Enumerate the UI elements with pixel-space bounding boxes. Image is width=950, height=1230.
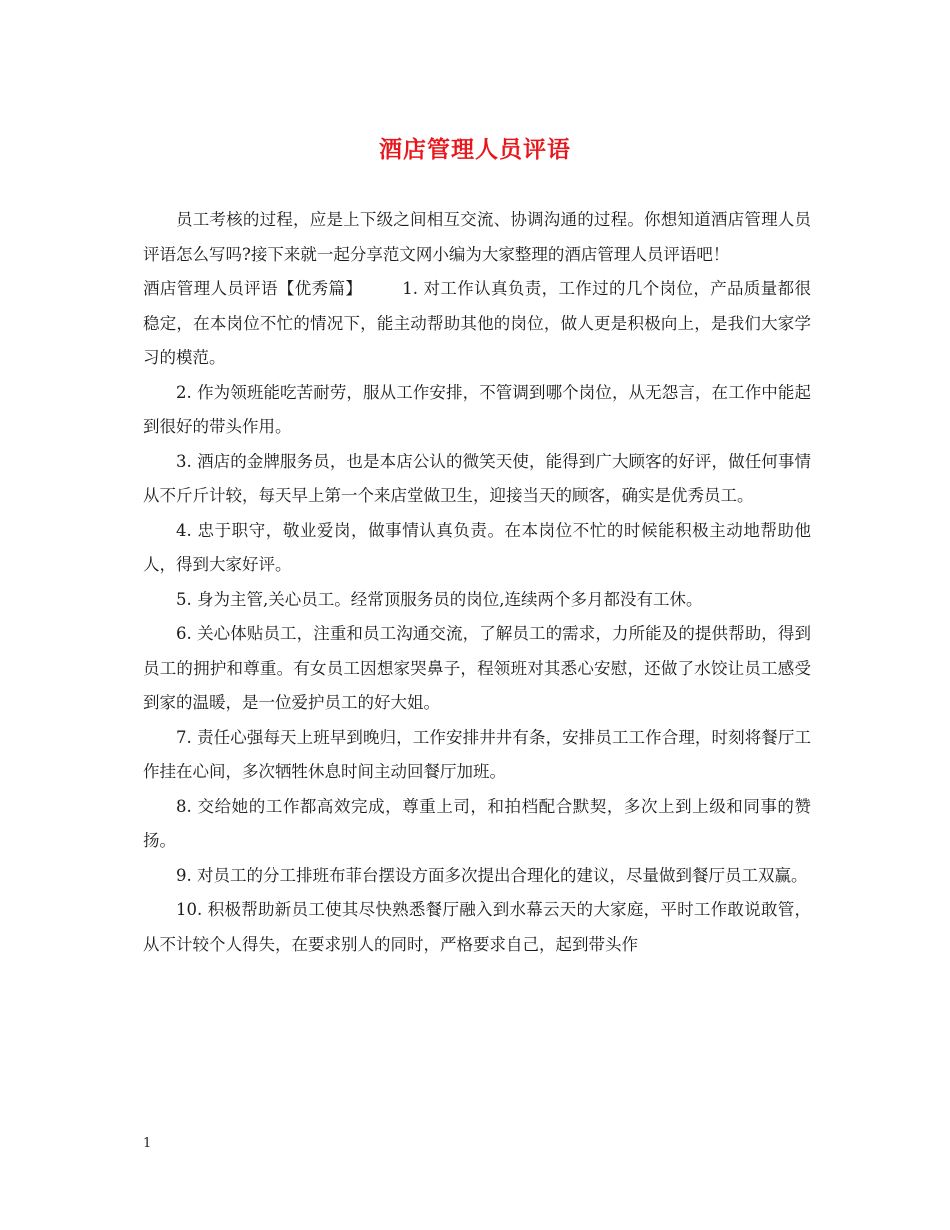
list-item-8: 8. 交给她的工作都高效完成，尊重上司，和拍档配合默契，多次上到上级和同事的赞扬。 (143, 796, 811, 850)
intro-paragraph: 员工考核的过程，应是上下级之间相互交流、协调沟通的过程。你想知道酒店管理人员评语怎么写吗?接下来就一起分享范文网小编为大家整理的酒店管理人员评语吧！ (143, 210, 811, 264)
list-item-6: 6. 关心体贴员工，注重和员工沟通交流，了解员工的需求，力所能及的提供帮助，得到员工的拥护和尊重。有女员工因想家哭鼻子，程领班对其悉心安慰，还做了水饺让员工感受到家的温暖，是一位爱护员工的好大姐。 (143, 624, 811, 712)
list-item-4: 4. 忠于职守，敬业爱岗，做事情认真负责。在本岗位不忙的时候能积极主动地帮助他人，得到大家好评。 (143, 520, 811, 574)
list-item-10: 10. 积极帮助新员工使其尽快熟悉餐厅融入到水幕云天的大家庭，平时工作敢说敢管，从不计较个人得失，在要求别人的同时，严格要求自己，起到带头作 (143, 900, 811, 954)
document-body (143, 203, 811, 962)
section-heading: 酒店管理人员评语【优秀篇】 (143, 279, 363, 298)
list-item-9: 9. 对员工的分工排班布菲台摆设方面多次提出合理化的建议，尽量做到餐厅员工双赢。 (176, 865, 808, 885)
document-title: 酒店管理人员评语 (379, 136, 571, 163)
list-item-1: 1. 对工作认真负责，工作过的几个岗位，产品质量都很稳定，在本岗位不忙的情况下，能主动帮助其他的岗位，做人更是积极向上，是我们大家学习的模范。 (143, 279, 811, 367)
list-item-3: 3. 酒店的金牌服务员，也是本店公认的微笑天使，能得到广大顾客的好评，做任何事情从不斤斤计较，每天早上第一个来店堂做卫生，迎接当天的顾客，确实是优秀员工。 (143, 451, 811, 505)
page-number: 1 (143, 1136, 152, 1151)
list-item-5: 5. 身为主管,关心员工。经常顶服务员的岗位,连续两个多月都没有工休。 (176, 589, 703, 609)
section-paragraph (143, 272, 811, 376)
list-item-7: 7. 责任心强每天上班早到晚归，工作安排井井有条，安排员工工作合理，时刻将餐厅工作挂在心间，多次牺牲休息时间主动回餐厅加班。 (143, 727, 811, 781)
list-item-2: 2. 作为领班能吃苦耐劳，服从工作安排，不管调到哪个岗位，从无怨言，在工作中能起到很好的带头作用。 (143, 382, 811, 436)
